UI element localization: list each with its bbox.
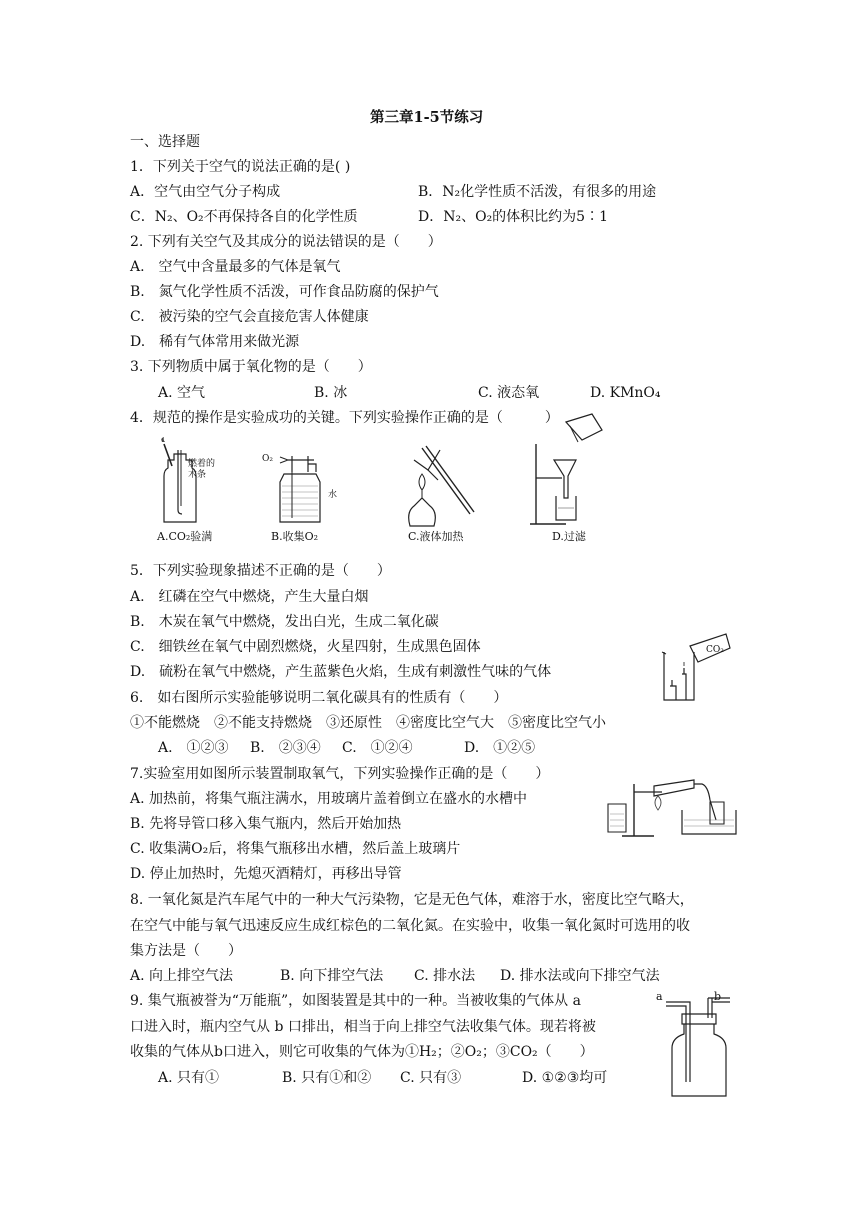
q2-option-a: A. 空气中含量最多的气体是氧气	[130, 259, 341, 275]
q5-option-d: D. 硫粉在氧气中燃烧，产生蓝紫色火焰，生成有刺激性气味的气体	[130, 664, 552, 680]
q6-option-b: B. ②③④	[250, 740, 321, 756]
o2-inlet-label: O₂	[262, 454, 273, 464]
q6-option-c: C. ①②④	[342, 740, 413, 756]
q9-option-c: C. 只有③	[400, 1070, 462, 1086]
q8-option-a: A. 向上排空气法	[130, 968, 234, 984]
section-heading: 一、选择题	[130, 134, 200, 150]
q9-line-3: 收集的气体从b口进入，则它可收集的气体为①H₂；②O₂；③CO₂（ ）	[130, 1044, 594, 1060]
q9-line-1: 9. 集气瓶被誉为“万能瓶”，如图装置是其中的一种。当被收集的气体从 a	[130, 993, 581, 1009]
q6-option-d: D. ①②⑤	[464, 740, 536, 756]
q1-option-b: B．N₂化学性质不活泼，有很多的用途	[418, 184, 657, 200]
q1-stem: 1．下列关于空气的说法正确的是( )	[130, 159, 351, 175]
q3-option-c: C. 液态氧	[478, 385, 540, 401]
q2-option-d: D. 稀有气体常用来做光源	[130, 334, 300, 350]
q7-option-b: B. 先将导管口移入集气瓶内，然后开始加热	[130, 816, 402, 832]
co2-check-figure	[150, 440, 220, 530]
q5-option-c: C. 细铁丝在氧气中剧烈燃烧，火星四射，生成黑色固体	[130, 639, 481, 655]
q1-option-d: D．N₂、O₂的体积比约为5∶1	[418, 209, 608, 225]
water-label: 水	[328, 490, 338, 500]
burning-stick-label-2: 木条	[188, 470, 207, 480]
q2-option-b: B. 氮气化学性质不活泼，可作食品防腐的保护气	[130, 284, 439, 300]
q8-line-1: 8. 一氧化氮是汽车尾气中的一种大气污染物，它是无色气体，难溶于水，密度比空气略大，	[130, 892, 694, 908]
burning-stick-label: 燃着的	[188, 459, 216, 469]
q4-stem: 4．规范的操作是实验成功的关键。下列实验操作正确的是（ ）	[130, 410, 559, 426]
q2-option-c: C. 被污染的空气会直接危害人体健康	[130, 309, 369, 325]
q7-option-c: C. 收集满O₂后，将集气瓶移出水槽，然后盖上玻璃片	[130, 841, 461, 857]
filtration-figure	[522, 412, 612, 530]
caption-c: C.液体加热	[408, 530, 464, 543]
q7-option-d: D. 停止加热时，先熄灭酒精灯，再移出导管	[130, 866, 402, 882]
q8-line-2: 在空气中能与氧气迅速反应生成红棕色的二氧化氮。在实验中，收集一氧化氮时可选用的收	[130, 918, 690, 934]
o2-prep-apparatus-figure	[598, 770, 738, 842]
liquid-heat-figure	[392, 442, 482, 530]
caption-d: D.过滤	[552, 530, 586, 543]
caption-a: A.CO₂验满	[157, 530, 213, 543]
caption-b: B.收集O₂	[271, 530, 319, 543]
q5-option-a: A. 红磷在空气中燃烧，产生大量白烟	[130, 589, 369, 605]
q3-option-b: B. 冰	[314, 385, 348, 401]
q9-line-2: 口进入时，瓶内空气从 b 口排出，相当于向上排空气法收集气体。现若将被	[130, 1019, 596, 1035]
q7-option-a: A. 加热前，将集气瓶注满水，用玻璃片盖着倒立在盛水的水槽中	[130, 791, 528, 807]
q9-option-b: B. 只有①和②	[282, 1070, 372, 1086]
q3-option-a: A. 空气	[158, 385, 206, 401]
q6-option-a: A. ①②③	[158, 740, 229, 756]
gas-bottle-figure	[664, 990, 736, 1102]
co2-pour-figure	[654, 630, 734, 702]
q5-stem: 5．下列实验现象描述不正确的是（ ）	[130, 563, 391, 579]
inlet-a-label: a	[656, 990, 663, 1003]
q8-option-d: D. 排水法或向下排空气法	[500, 968, 660, 984]
co2-bottle-label: CO₂	[706, 645, 724, 655]
q6-properties: ①不能燃烧 ②不能支持燃烧 ③还原性 ④密度比空气大 ⑤密度比空气小	[130, 715, 606, 731]
q8-option-c: C. 排水法	[414, 968, 476, 984]
q1-option-c: C．N₂、O₂不再保持各自的化学性质	[130, 209, 358, 225]
q3-stem: 3. 下列物质中属于氧化物的是（ ）	[130, 359, 372, 375]
inlet-b-label: b	[714, 990, 722, 1003]
q6-stem: 6. 如右图所示实验能够说明二氧化碳具有的性质有（ ）	[130, 690, 508, 706]
q2-stem: 2. 下列有关空气及其成分的说法错误的是（ ）	[130, 234, 442, 250]
q9-option-d: D. ①②③均可	[522, 1070, 608, 1086]
q5-option-b: B. 木炭在氧气中燃烧，发出白光，生成二氧化碳	[130, 614, 439, 630]
q7-stem: 7.实验室用如图所示装置制取氧气，下列实验操作正确的是（ ）	[130, 766, 550, 782]
page-title: 第三章1-5节练习	[370, 109, 484, 126]
q9-option-a: A. 只有①	[158, 1070, 220, 1086]
q3-option-d: D. KMnO₄	[590, 385, 661, 401]
q8-line-3: 集方法是（ ）	[130, 943, 242, 959]
q8-option-b: B. 向下排空气法	[280, 968, 384, 984]
q1-option-a: A．空气由空气分子构成	[130, 184, 281, 200]
